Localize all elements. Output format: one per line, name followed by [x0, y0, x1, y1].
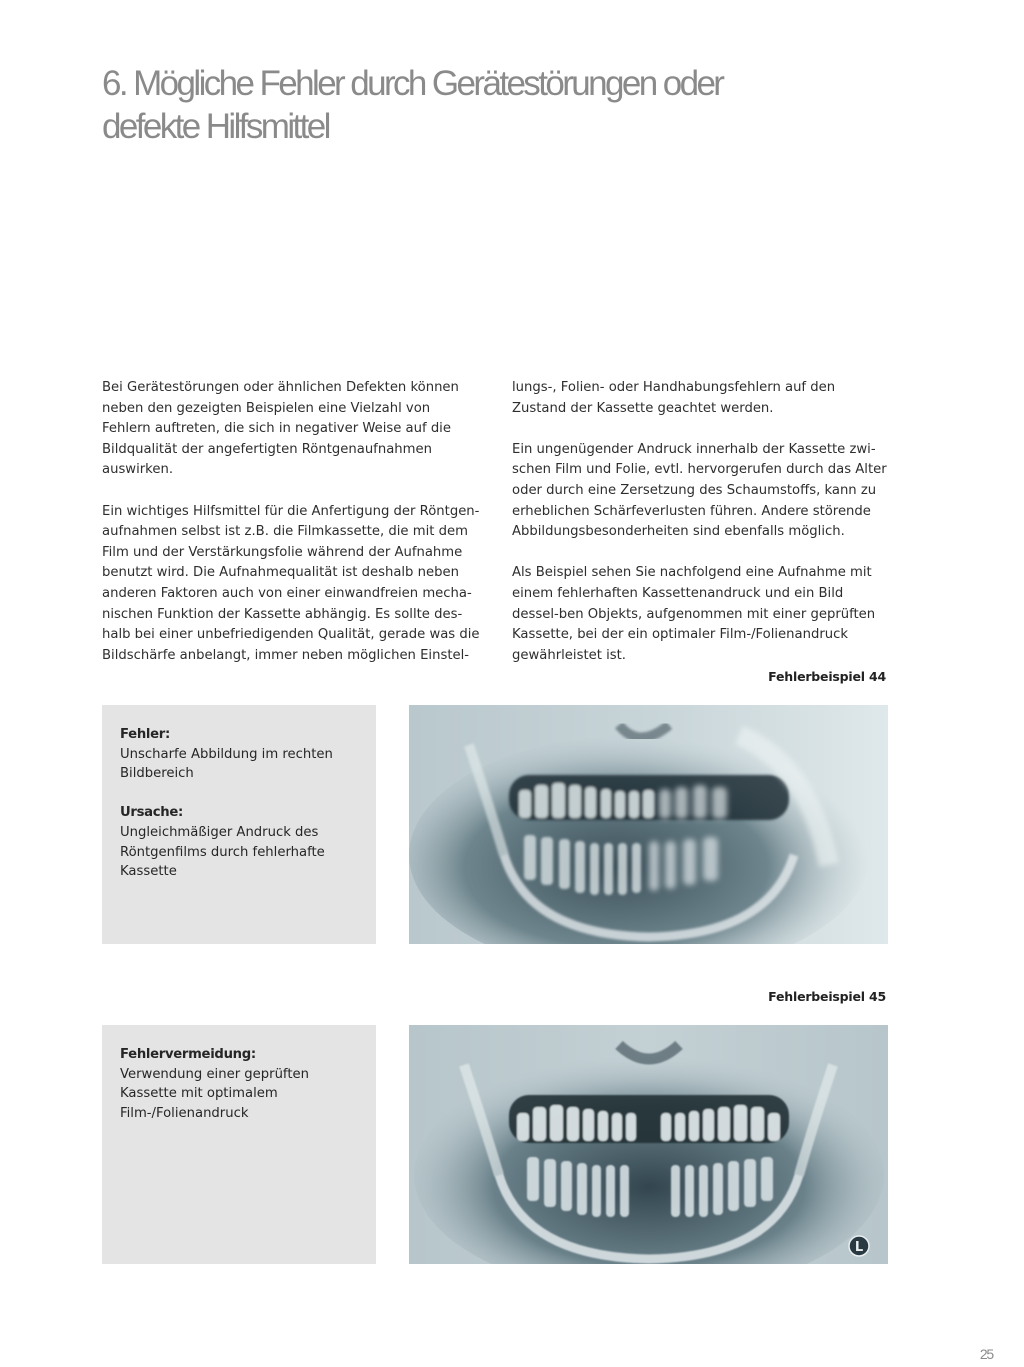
xray-side-marker-letter: L: [854, 1240, 864, 1255]
paragraph: Ein wichtiges Hilfsmittel für die Anfertigung der Röntgen-aufnahmen selbst ist z.B. die Filmkassette, die mit dem Film und der Verstärkungsfolie während der Aufnahme benutzt wird. Die Aufnahmequalität ist deshalb neben anderen Faktoren auch von einer einwandfreien mecha-nischen Funktion der Kassette abhängig. Es sollte des-halb bei einer unbefriedigenden Qualität, gerade was die Bildschärfe anbelangt, immer neben möglichen Einstel-: [102, 503, 480, 663]
paragraph: Ein ungenügender Andruck innerhalb der Kassette zwi-schen Film und Folie, evtl. hervorgerufen durch das Alter oder durch eine Zersetzung des Schaumstoffs, kann zu erheblichen Schärfeverlusten führen. Andere störende Abbildungsbesonderheiten sind ebenfalls möglich.: [512, 441, 887, 540]
example-label-45: Fehlerbeispiel 45: [768, 989, 886, 1004]
cause-heading: Ursache:: [120, 805, 183, 821]
paragraph: Bei Gerätestörungen oder ähnlichen Defekten können neben den gezeigten Beispielen eine Vielzahl von Fehlern auftreten, die sich in negativer Weise auf die Bildqualität der angefertigten Röntgenaufnahmen auswirken.: [102, 380, 459, 478]
paragraph: Als Beispiel sehen Sie nachfolgend eine Aufnahme mit einem fehlerhaften Kassettenandruck und ein Bild dessel-ben Objekts, aufgenommen mit einer geprüften Kassette, bei der ein optimaler Film-/Folienandruck gewährleistet ist.: [512, 565, 876, 663]
text-column-right: [512, 378, 892, 687]
error-description-box: [102, 705, 376, 944]
error-text: Unscharfe Abbildung im rechten Bildbereich: [120, 746, 333, 782]
text-column-left: [102, 378, 482, 687]
error-avoidance-box: [102, 1025, 376, 1264]
cause-text: Ungleichmäßiger Andruck des Röntgenfilms durch fehlerhafte Kassette: [120, 824, 325, 880]
panoramic-xray-sharp: [409, 1025, 888, 1264]
panoramic-xray-blurred: [409, 705, 888, 944]
page-title-line-1: 6. Mögliche Fehler durch Gerätestörungen oder: [102, 64, 723, 103]
paragraph: lungs-, Folien- oder Handhabungsfehlern auf den Zustand der Kassette geachtet werden.: [512, 380, 836, 416]
avoidance-text: Verwendung einer geprüften Kassette mit optimalem Film-/Folienandruck: [120, 1066, 309, 1121]
page-title-line-2: defekte Hilfsmittel: [102, 107, 329, 146]
avoidance-heading: Fehlervermeidung:: [120, 1047, 256, 1062]
example-label-44: Fehlerbeispiel 44: [768, 669, 886, 684]
page-title: [102, 62, 862, 148]
error-heading: Fehler:: [120, 727, 170, 742]
xray-side-marker: [849, 1236, 869, 1256]
page-number: 25: [979, 1346, 993, 1362]
